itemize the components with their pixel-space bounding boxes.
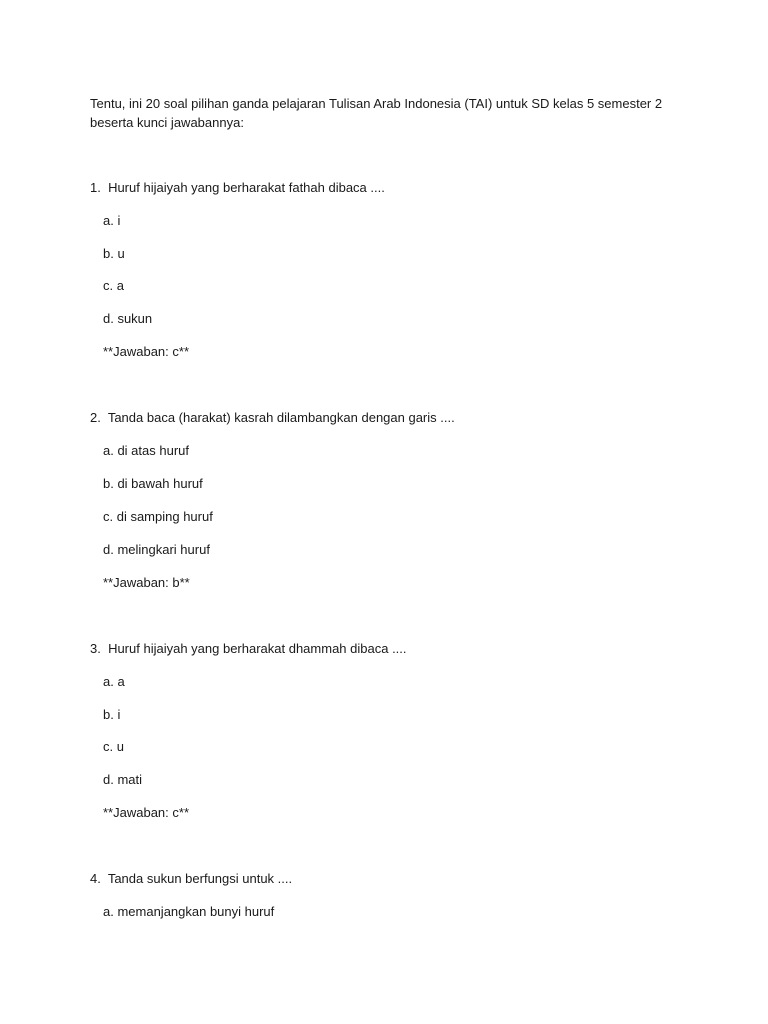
question-1-option-c: c. a (103, 278, 124, 293)
question-3-option-b: b. i (103, 707, 121, 722)
question-4: 4. Tanda sukun berfungsi untuk .... (90, 871, 293, 886)
intro-paragraph: Tentu, ini 20 soal pilihan ganda pelajaran Tulisan Arab Indonesia (TAI) untuk SD kelas 5 semester 2 beserta kunci jawabannya: (90, 96, 663, 130)
question-2-option-a: a. di atas huruf (103, 443, 189, 458)
question-2-option-c: c. di samping huruf (103, 509, 213, 524)
question-3-option-d: d. mati (103, 772, 143, 787)
question-1-option-b: b. u (103, 246, 125, 261)
question-3-answer: **Jawaban: c** (103, 805, 189, 820)
question-3: 3. Huruf hijaiyah yang berharakat dhammah dibaca .... (90, 641, 407, 656)
question-1: 1. Huruf hijaiyah yang berharakat fathah dibaca .... (90, 180, 385, 195)
question-1-option-a: a. i (103, 213, 121, 228)
question-3-option-a: a. a (103, 674, 125, 689)
question-2-option-d: d. melingkari huruf (103, 542, 210, 557)
question-1-answer: **Jawaban: c** (103, 344, 189, 359)
question-1-option-d: d. sukun (103, 311, 153, 326)
question-2: 2. Tanda baca (harakat) kasrah dilambangkan dengan garis .... (90, 410, 455, 425)
question-3-option-c: c. u (103, 739, 124, 754)
question-2-option-b: b. di bawah huruf (103, 476, 203, 491)
question-4-option-a: a. memanjangkan bunyi huruf (103, 904, 275, 919)
question-2-answer: **Jawaban: b** (103, 575, 190, 590)
